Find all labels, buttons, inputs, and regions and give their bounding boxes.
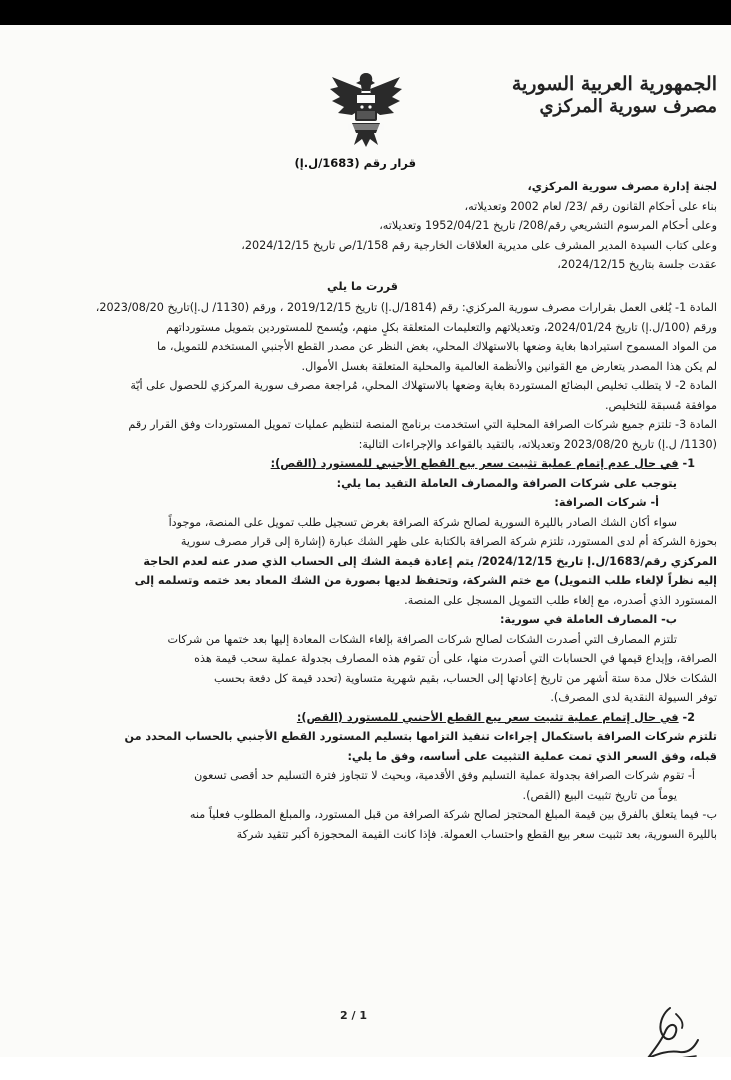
article-3-line: المادة 3- تلتزم جميع شركات الصرافة المحلية التي استخدمت برنامج المنصة لتنظيم عمليات تمويل المستوردات وفق القرار رقم — [128, 418, 717, 431]
case-1-number: 1- — [682, 457, 695, 470]
scan-bottom-edge — [0, 1057, 731, 1080]
document-body — [8, 175, 717, 844]
letterhead — [507, 73, 717, 119]
case-1-a-line: بحوزة الشركة أم لدى المستورد، تلتزم شركة الصرافة بالكتابة على ظهر الشك عبارة (إشارة إلى قرار مصرف سورية — [180, 535, 717, 548]
case-1-a-line: سواء أكان الشك الصادر بالليرة السورية لصالح شركة الصرافة بغرض تسجيل طلب تمويل على المنصة، موجوداً — [168, 515, 677, 529]
case-1-a-line: المركزي رقم/1683/ل.إ تاريخ 2024/12/15/ يتم إعادة قيمة الشك إلى الحساب الذي صدر عنه لعدم الحاجة — [143, 554, 717, 568]
preamble-line: وعلى أحكام المرسوم التشريعي رقم/208/ تاريخ 1952/04/21 وتعديلاته، — [379, 219, 717, 232]
case-2-intro-line: تلتزم شركات الصرافة باستكمال إجراءات تنفيذ التزامها بتسليم المستورد القطع الأجنبي بالحساب المحدد من — [124, 730, 717, 743]
resolved-heading: قررت ما يلي — [327, 279, 398, 293]
case-2-intro-line: قبله، وفق السعر الذي تمت عملية التثبيت على أساسه، وفق ما يلي: — [347, 749, 717, 763]
case-1-b-line: تلتزم المصارف التي أصدرت الشكات لصالح شركات الصرافة بإلغاء الشكات المعادة إليها بعد ختمها من شركات — [167, 632, 677, 646]
case-1-intro: يتوجب على شركات الصرافة والمصارف العاملة التقيد بما يلي: — [336, 476, 677, 490]
case-2-a-line: أ- تقوم شركات الصرافة بجدولة عملية التسليم وفق الأقدمية، وبحيث لا تتجاوز فترة التسليم حد أقصى تسعون — [194, 769, 695, 782]
case-1-b-title: ب- المصارف العاملة في سورية: — [499, 613, 677, 626]
case-2-b-line: ب- فيما يتعلق بالفرق بين قيمة المبلغ المحتجز لصالح شركة الصرافة من قبل المستورد، والمبلغ المطلوب فعلياً منه — [189, 808, 717, 821]
case-2-a-line: يوماً من تاريخ تثبيت البيع (القص). — [522, 788, 677, 802]
handwritten-signature — [640, 1000, 710, 1057]
article-1-line: ورقم (100/ل.إ) تاريخ 2024/01/24، وتعديلاتهم والتعليمات المتعلقة بكلٍ منهم، ويُسمح للمستوردين بتمويل مستورداتهم — [166, 320, 717, 334]
page-number: 2 / 1 — [340, 1009, 367, 1022]
article-1-line: المادة 1- يُلغى العمل بقرارات مصرف سورية المركزي: رقم (1814/ل.إ) تاريخ 2019/12/15 ، ورقم (1130/ ل.إ)تاريخ 2023/08/20، — [95, 301, 717, 314]
decision-number: قرار رقم (1683/ل.إ) — [294, 156, 416, 170]
case-1-title: في حال عدم إتمام عملية تثبيت سعر بيع القطع الأجنبي للمستورد (القص): — [270, 457, 679, 470]
preamble-line: لجنة إدارة مصرف سورية المركزي، — [527, 180, 717, 193]
bank-name: مصرف سورية المركزي — [539, 96, 717, 117]
preamble-line: بناء على أحكام القانون رقم /23/ لعام 2002 وتعديلاته، — [464, 199, 717, 213]
case-1-a-line: إليه نظراً لإلغاء طلب التمويل) مع ختم الشركة، وتحتفظ لديها بصورة من الشك المعاد بعد ختمه وتسلمه إلى — [134, 574, 717, 587]
case-1-a-line: المستورد الذي أصدره، مع إلغاء طلب التمويل المسجل على المنصة. — [404, 593, 717, 607]
country-name: الجمهورية العربية السورية — [511, 73, 717, 95]
document-page — [0, 25, 731, 1057]
article-2-line: المادة 2- لا يتطلب تخليص البضائع المستوردة بغاية وضعها بالاستهلاك المحلي، مُراجعة مصرف سورية المركزي للحصول على أيّة — [130, 379, 717, 392]
case-2-b-line: بالليرة السورية، بعد تثبيت سعر بيع القطع واحتساب العمولة. فإذا كانت القيمة المحجوزة أكبر تتقيد شركة — [236, 827, 717, 841]
article-1-line: من المواد المسموح استيرادها بغاية وضعها بالاستهلاك المحلي، بغض النظر عن مصدر القطع الأجنبي المستخدم للتمويل، ما — [156, 340, 717, 353]
case-1-b-line: توفر السيولة النقدية لدى المصرف). — [550, 691, 717, 704]
article-3-line: (1130/ ل.إ) تاريخ 2023/08/20 وتعديلاته، بالتقيد بالقواعد والإجراءات التالية: — [358, 437, 717, 451]
article-1-line: لم يكن هذا المصدر يتعارض مع القوانين والأنظمة العالمية والمحلية المتعلقة بغسل الأموال. — [301, 359, 717, 373]
case-1-a-title: أ- شركات الصرافة: — [554, 496, 659, 509]
preamble-line: عقدت جلسة بتاريخ 2024/12/15، — [557, 258, 717, 271]
case-1-b-line: الصرافة، وإيداع قيمها في الحسابات التي أصدرت منها، على أن تقوم هذه المصارف بجدولة عملية سحب قيمة هذه — [194, 652, 717, 665]
case-1-heading — [8, 454, 717, 474]
preamble-line: وعلى كتاب السيدة المدير المشرف على مديرية العلاقات الخارجية رقم 1/158/ص تاريخ 2024/12/15، — [241, 238, 717, 252]
article-2-line: موافقة مُسبقة للتخليص. — [604, 398, 717, 412]
case-2-heading — [8, 708, 717, 728]
case-1-b-line: الشكات خلال مدة ستة أشهر من تاريخ إعادتها إلى الحساب، بقيم شهرية متساوية (تحدد قيمة كل دفعة بحسب — [213, 671, 717, 685]
syrian-eagle-emblem-icon — [328, 67, 404, 151]
case-2-title: في حال إتمام عملية تثبيت سعر بيع القطع الأجنبي للمستورد (القص): — [296, 710, 679, 724]
case-2-number: 2- — [682, 710, 695, 724]
